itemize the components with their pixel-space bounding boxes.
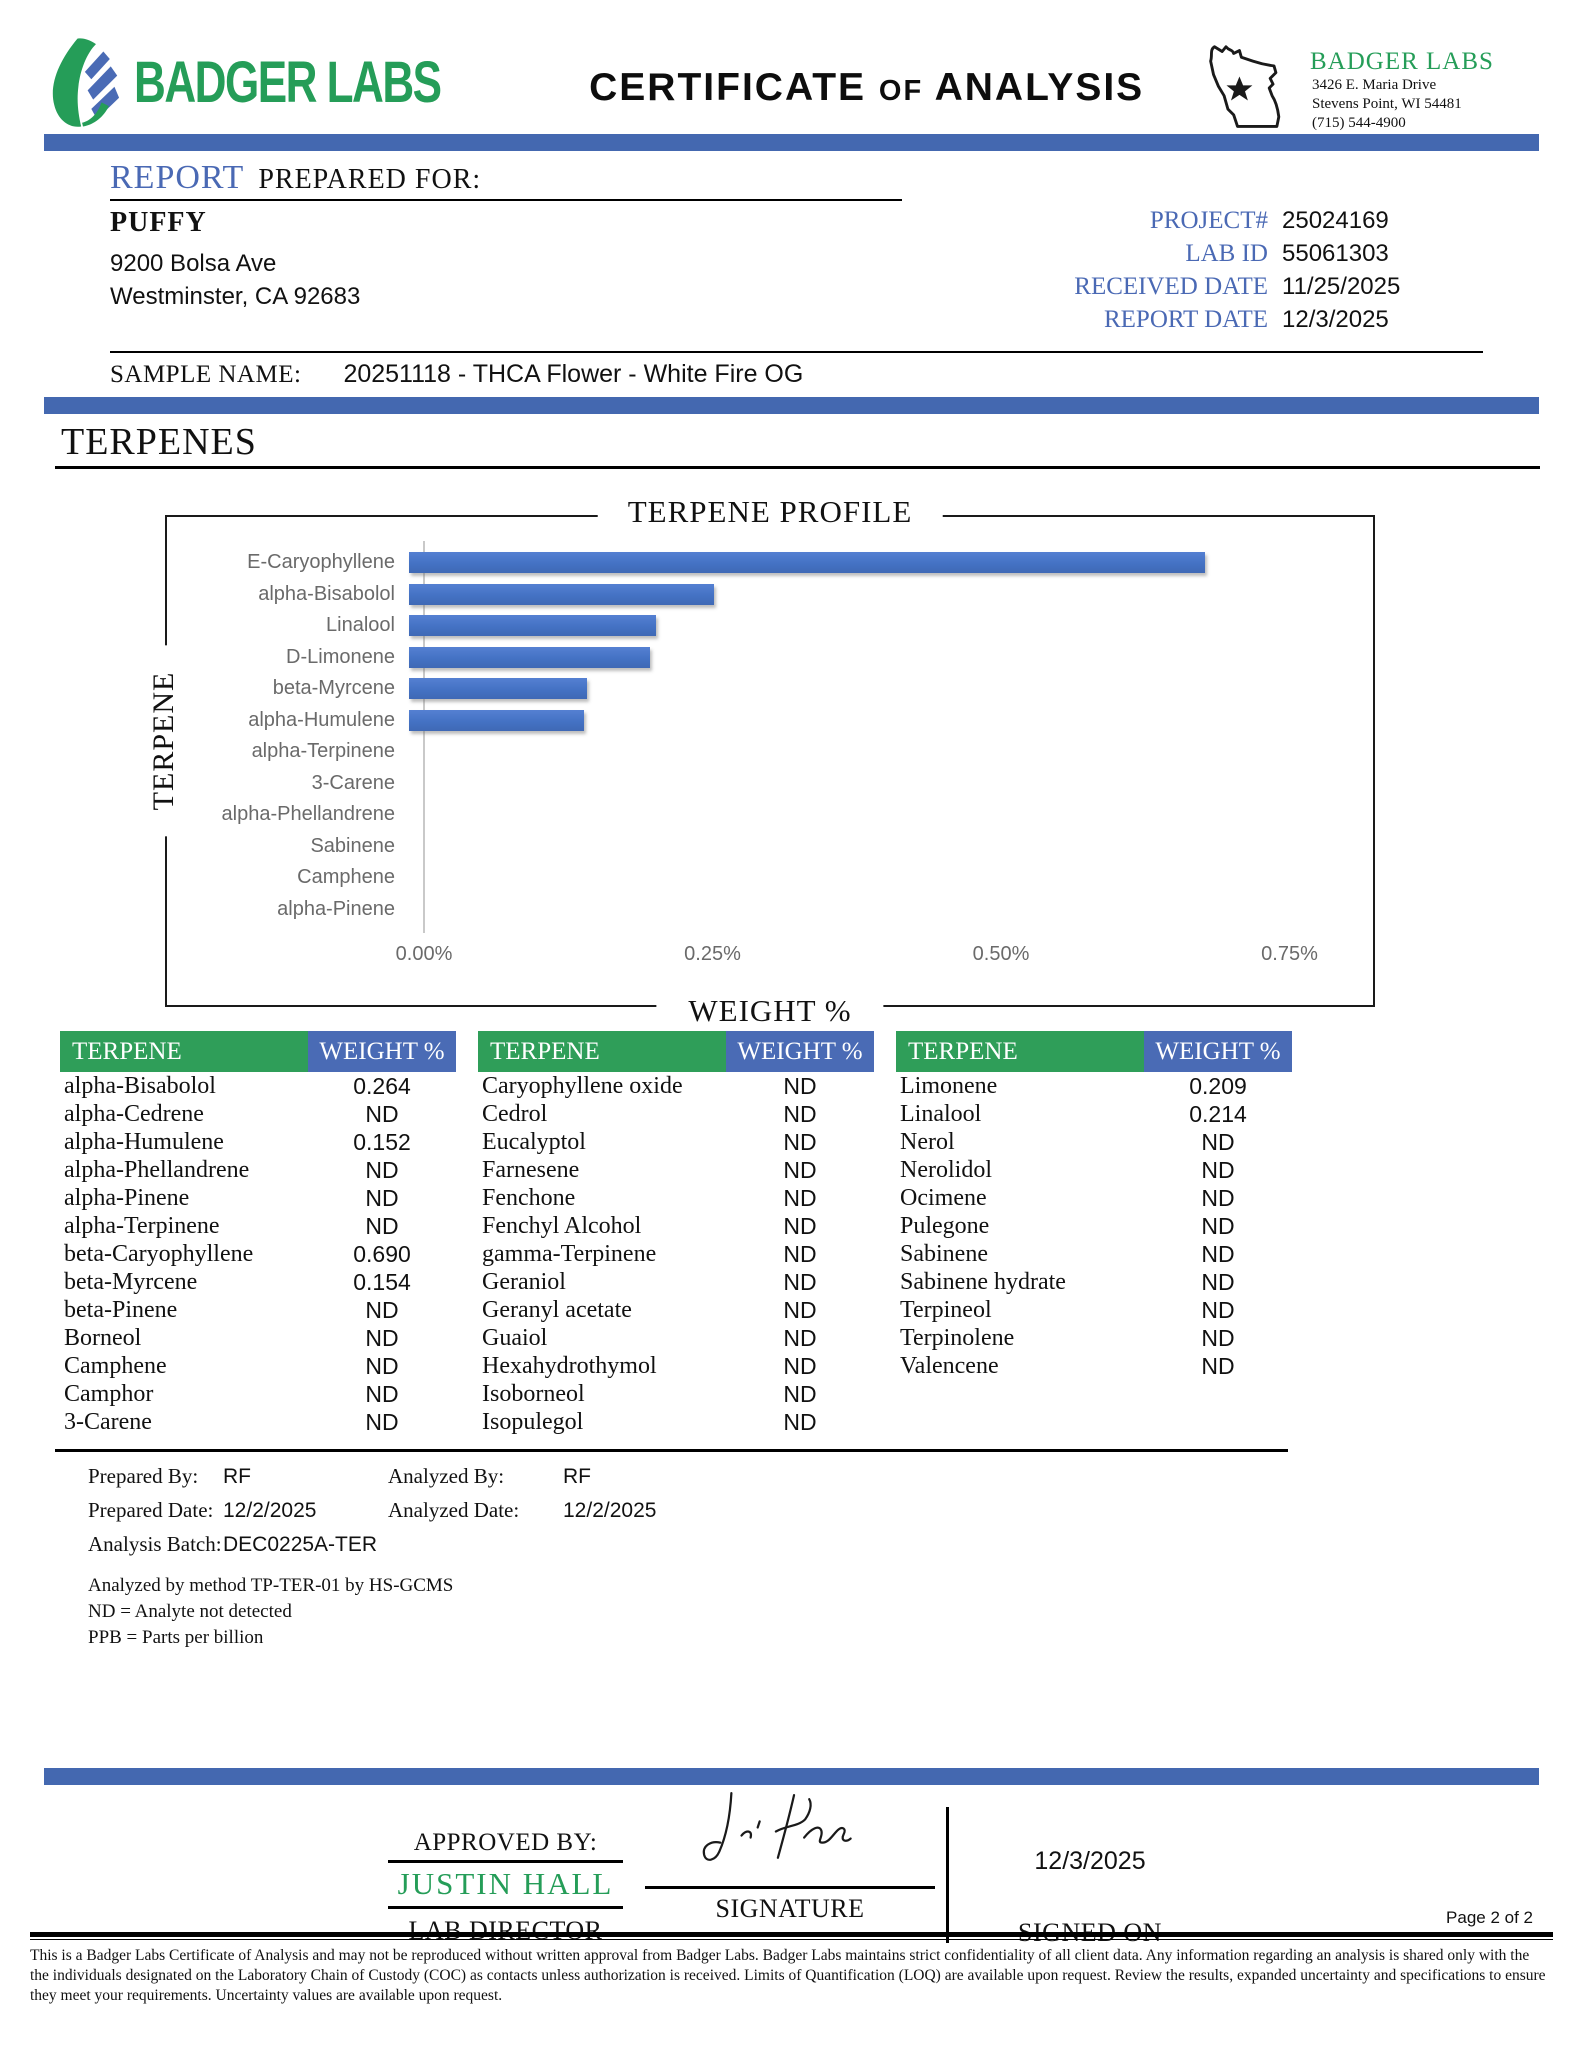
terpene-table-column-group	[896, 1031, 1292, 1436]
report-date-label: REPORT DATE	[1103, 306, 1268, 333]
table-cell-terpene-name: Fenchyl Alcohol	[482, 1213, 642, 1239]
signed-on-column	[965, 1799, 1215, 1948]
table-cell-weight-value: ND	[1201, 1185, 1235, 1211]
nd-note: ND = Analyte not detected	[88, 1601, 292, 1622]
table-cell-weight-value: ND	[1201, 1213, 1235, 1239]
table-cell-terpene-name: beta-Myrcene	[64, 1269, 198, 1295]
chart-row	[177, 831, 1367, 863]
table-cell-weight-value: 0.154	[353, 1269, 411, 1295]
table-cell-weight-value: ND	[1201, 1269, 1235, 1295]
sample-name-row	[110, 351, 1483, 397]
chart-row	[177, 736, 1367, 768]
analysis-batch-value: DEC0225A-TER	[223, 1533, 378, 1556]
client-address-line1: 9200 Bolsa Ave	[110, 250, 277, 277]
table-cell-weight-value: ND	[783, 1241, 817, 1267]
approver-name: JUSTIN HALL	[388, 1863, 623, 1909]
table-cell-weight-value: ND	[365, 1353, 399, 1379]
table-cell-weight-value: ND	[783, 1073, 817, 1099]
chart-title: TERPENE PROFILE	[598, 494, 943, 530]
table-cell-weight-value: ND	[365, 1157, 399, 1183]
table-cell-weight-value: 0.214	[1189, 1101, 1247, 1127]
chart-y-axis-label: TERPENE	[147, 646, 181, 837]
chart-category-label: Sabinene	[310, 834, 395, 857]
table-cell-weight-value: ND	[783, 1381, 817, 1407]
table-cell-weight-value: ND	[783, 1325, 817, 1351]
table-cell-weight-value	[1144, 1380, 1292, 1408]
table-cell-terpene-name: Geraniol	[482, 1269, 566, 1295]
table-cell-terpene-name: alpha-Terpinene	[64, 1213, 220, 1239]
table-cell-weight-value	[1144, 1408, 1292, 1436]
table-cell-terpene-name: Cedrol	[482, 1101, 548, 1127]
chart-bar	[409, 552, 1205, 573]
client-block	[110, 207, 983, 339]
signed-on-date: 12/3/2025	[1034, 1847, 1146, 1875]
approval-vertical-divider	[946, 1807, 949, 1943]
terpene-profile-chart	[147, 494, 1375, 1028]
table-cell-terpene-name: Hexahydrothymol	[482, 1353, 657, 1379]
chart-plot-area	[177, 547, 1367, 925]
table-cell-weight-value: ND	[1201, 1353, 1235, 1379]
analysis-notes	[88, 1573, 1583, 1651]
lab-address-line2: Stevens Point, WI 54481	[1312, 96, 1462, 112]
table-cell-weight-value: 0.264	[353, 1073, 411, 1099]
table-cell-terpene-name: Guaiol	[482, 1325, 548, 1351]
table-cell-weight-value: ND	[783, 1157, 817, 1183]
chart-x-tick-label: 0.75%	[1261, 943, 1318, 965]
approved-by-stack	[388, 1829, 623, 1946]
table-cell-terpene-name	[896, 1380, 1144, 1408]
table-cell-weight-value: ND	[365, 1325, 399, 1351]
chart-category-label: beta-Myrcene	[272, 677, 395, 700]
analyzed-date-label: Analyzed Date:	[388, 1498, 520, 1522]
table-cell-terpene-name: Nerolidol	[900, 1157, 992, 1183]
wisconsin-state-icon	[1196, 40, 1304, 136]
project-number-value: 25024169	[1282, 207, 1389, 234]
received-date-label: RECEIVED DATE	[1074, 273, 1268, 300]
table-cell-terpene-name: alpha-Bisabolol	[64, 1073, 216, 1099]
table-cell-terpene-name: Linalool	[900, 1101, 982, 1127]
table-cell-terpene-name: Valencene	[900, 1353, 999, 1379]
title-word-certificate: CERTIFICATE	[589, 66, 867, 109]
table-cell-terpene-name: 3-Carene	[64, 1409, 152, 1435]
table-cell-weight-value: ND	[783, 1409, 817, 1435]
chart-category-label: alpha-Pinene	[277, 897, 395, 920]
table-cell-weight-value: ND	[1201, 1129, 1235, 1155]
signed-on-label: SIGNED ON	[1018, 1918, 1162, 1947]
client-address-line2: Westminster, CA 92683	[110, 283, 361, 310]
prepared-date-label: Prepared Date:	[88, 1498, 214, 1522]
certificate-title	[537, 36, 1196, 110]
sample-name-value: 20251118 - THCA Flower - White Fire OG	[343, 360, 804, 388]
table-cell-terpene-name	[896, 1408, 1144, 1436]
table-cell-terpene-name: Isopulegol	[482, 1409, 584, 1435]
table-cell-weight-value: ND	[365, 1297, 399, 1323]
terpene-table-column-group	[60, 1031, 456, 1436]
table-cell-terpene-name: Sabinene hydrate	[900, 1269, 1066, 1295]
table-bottom-rule	[55, 1449, 1288, 1452]
table-cell-terpene-name: Isoborneol	[482, 1381, 585, 1407]
table-cell-weight-value: ND	[365, 1101, 399, 1127]
chart-row	[177, 610, 1367, 642]
chart-category-label: alpha-Bisabolol	[258, 582, 395, 605]
table-cell-weight-value: ND	[783, 1269, 817, 1295]
table-cell-terpene-name: beta-Pinene	[64, 1297, 178, 1323]
page-number: Page 2 of 2	[1446, 1908, 1533, 1927]
table-cell-weight-value: ND	[783, 1129, 817, 1155]
table-cell-terpene-name: Geranyl acetate	[482, 1297, 632, 1323]
chart-category-label: D-Limonene	[286, 645, 395, 668]
table-cell-weight-value: ND	[365, 1213, 399, 1239]
table-cell-terpene-name: alpha-Pinene	[64, 1185, 190, 1211]
chart-row	[177, 673, 1367, 705]
table-cell-terpene-name: alpha-Cedrene	[64, 1101, 204, 1127]
approved-by-label: APPROVED BY:	[388, 1829, 623, 1863]
chart-bar	[409, 584, 714, 605]
disclaimer-text: This is a Badger Labs Certificate of Analysis and may not be reproduced without written approval from Badger Labs. Badger Labs maintains strict confidentiality of all client data. Any information regarding an analysis is shared only with the the individuals designated on the Laboratory Chain of Custody (COC) as contacts unless authorization is received. Limits of Quantification (LOQ) are available upon request. Review the results, expanded uncertainty and specifications to ensure they meet your requirements. Uncertainty values are available upon request.	[30, 1947, 1546, 2004]
lab-id-value: 55061303	[1282, 240, 1389, 267]
chart-category-label: 3-Carene	[311, 771, 395, 794]
chart-row	[177, 705, 1367, 737]
table-cell-weight-value: ND	[783, 1353, 817, 1379]
signature-handwriting-icon	[665, 1783, 915, 1879]
report-info-section	[0, 151, 1583, 397]
section-divider-terpenes	[44, 397, 1539, 414]
table-cell-terpene-name: gamma-Terpinene	[482, 1241, 657, 1267]
prepared-by-value: RF	[223, 1465, 251, 1488]
analyzed-by-value: RF	[563, 1465, 591, 1488]
analyzed-date-value: 12/2/2025	[563, 1499, 657, 1522]
table-cell-terpene-name: Terpineol	[900, 1297, 992, 1323]
terpene-table-column-group	[478, 1031, 874, 1436]
table-cell-terpene-name: Camphene	[64, 1353, 167, 1379]
chart-bar	[409, 615, 656, 636]
chart-x-axis-ticks	[395, 943, 1373, 969]
table-cell-terpene-name: Nerol	[900, 1129, 955, 1155]
table-cell-terpene-name: Farnesene	[482, 1157, 580, 1183]
chart-x-tick-label: 0.25%	[684, 943, 741, 965]
analysis-info-block	[88, 1464, 1583, 1651]
chart-bar	[409, 647, 650, 668]
chart-category-label: alpha-Terpinene	[251, 740, 395, 763]
table-header-terpene: TERPENE	[60, 1031, 308, 1072]
method-note: Analyzed by method TP-TER-01 by HS-GCMS	[88, 1575, 454, 1596]
page-bottom	[0, 1768, 1583, 2004]
lab-id-label: LAB ID	[1185, 240, 1268, 267]
section-divider-top	[44, 134, 1539, 151]
table-cell-weight-value: ND	[365, 1185, 399, 1211]
chart-x-tick-label: 0.00%	[395, 943, 453, 965]
table-cell-terpene-name: Sabinene	[900, 1241, 988, 1267]
table-cell-terpene-name: Terpinolene	[900, 1325, 1015, 1351]
table-cell-weight-value: ND	[783, 1213, 817, 1239]
chart-bar	[409, 710, 584, 731]
table-header-terpene: TERPENE	[478, 1031, 726, 1072]
received-date-value: 11/25/2025	[1282, 273, 1401, 300]
report-date-value: 12/3/2025	[1282, 306, 1389, 333]
prepared-for-label: PREPARED FOR:	[258, 164, 482, 195]
lab-address-block	[1196, 36, 1541, 136]
table-cell-weight-value: ND	[783, 1101, 817, 1127]
table-header-weight: WEIGHT %	[726, 1031, 874, 1072]
table-cell-weight-value: ND	[1201, 1157, 1235, 1183]
chart-x-tick-label: 0.50%	[972, 943, 1030, 965]
logo-wordmark: BADGER LABS	[134, 50, 441, 115]
table-cell-weight-value: ND	[1201, 1325, 1235, 1351]
table-cell-weight-value: 0.690	[353, 1241, 411, 1267]
page-header	[0, 0, 1583, 134]
project-number-label: PROJECT#	[1149, 207, 1268, 234]
chart-row	[177, 642, 1367, 674]
table-cell-weight-value: ND	[1201, 1241, 1235, 1267]
table-header-terpene: TERPENE	[896, 1031, 1144, 1072]
chart-bar	[409, 678, 587, 699]
chart-category-label: alpha-Phellandrene	[221, 803, 395, 826]
report-label: REPORT	[110, 159, 245, 196]
badger-labs-logo	[46, 36, 537, 130]
table-cell-terpene-name: Eucalyptol	[482, 1129, 586, 1155]
terpenes-section-title: TERPENES	[55, 420, 1540, 469]
prepared-by-label: Prepared By:	[88, 1464, 199, 1488]
approver-title: LAB DIRECTOR	[408, 1916, 603, 1945]
chart-category-label: Camphene	[297, 866, 395, 889]
table-cell-terpene-name: Fenchone	[482, 1185, 576, 1211]
leaf-logo-icon	[46, 36, 120, 130]
analyzed-by-label: Analyzed By:	[388, 1464, 505, 1488]
chart-category-label: E-Caryophyllene	[247, 551, 395, 574]
table-cell-terpene-name: alpha-Humulene	[64, 1129, 224, 1155]
table-cell-weight-value: ND	[365, 1381, 399, 1407]
chart-row	[177, 799, 1367, 831]
chart-row	[177, 862, 1367, 894]
lab-address-line1: 3426 E. Maria Drive	[1312, 77, 1437, 93]
signature-area	[645, 1783, 935, 1924]
table-cell-weight-value: ND	[783, 1185, 817, 1211]
meta-row-project	[983, 207, 1483, 240]
analysis-batch-label: Analysis Batch:	[88, 1532, 222, 1556]
report-heading	[110, 159, 902, 201]
table-cell-weight-value: ND	[365, 1409, 399, 1435]
chart-x-axis-label: WEIGHT %	[656, 993, 883, 1029]
table-cell-terpene-name: alpha-Phellandrene	[64, 1157, 250, 1183]
chart-row	[177, 579, 1367, 611]
table-cell-terpene-name: Camphor	[64, 1381, 154, 1407]
table-header-weight: WEIGHT %	[308, 1031, 456, 1072]
terpene-results-table	[60, 1031, 1583, 1436]
title-word-analysis: ANALYSIS	[934, 66, 1145, 109]
chart-category-label: alpha-Humulene	[248, 708, 395, 731]
prepared-date-value: 12/2/2025	[223, 1499, 317, 1522]
report-meta-block	[983, 207, 1483, 339]
meta-row-received-date	[983, 273, 1483, 306]
table-cell-terpene-name: Ocimene	[900, 1185, 987, 1211]
chart-row	[177, 768, 1367, 800]
table-header-weight: WEIGHT %	[1144, 1031, 1292, 1072]
lab-phone: (715) 544-4900	[1312, 115, 1406, 131]
table-cell-weight-value: 0.152	[353, 1129, 411, 1155]
footer-rule	[30, 1932, 1553, 1940]
meta-row-report-date	[983, 306, 1483, 339]
lab-name: BADGER LABS	[1310, 48, 1494, 75]
client-name: PUFFY	[110, 207, 207, 238]
chart-row	[177, 547, 1367, 579]
title-word-of: OF	[878, 75, 924, 107]
table-cell-terpene-name: beta-Caryophyllene	[64, 1241, 254, 1267]
lab-contact-text	[1310, 40, 1494, 136]
chart-row	[177, 894, 1367, 926]
meta-row-lab-id	[983, 240, 1483, 273]
sample-name-label: SAMPLE NAME:	[110, 361, 302, 388]
ppb-note: PPB = Parts per billion	[88, 1627, 264, 1648]
table-cell-terpene-name: Pulegone	[900, 1213, 990, 1239]
table-cell-terpene-name: Borneol	[64, 1325, 142, 1351]
table-cell-terpene-name: Caryophyllene oxide	[482, 1073, 683, 1099]
signature-label: SIGNATURE	[715, 1894, 865, 1923]
table-cell-terpene-name: Limonene	[900, 1073, 998, 1099]
approval-block	[0, 1799, 1583, 1949]
table-cell-weight-value: ND	[1201, 1297, 1235, 1323]
chart-category-label: Linalool	[326, 614, 395, 637]
table-cell-weight-value: 0.209	[1189, 1073, 1247, 1099]
table-cell-weight-value: ND	[783, 1297, 817, 1323]
